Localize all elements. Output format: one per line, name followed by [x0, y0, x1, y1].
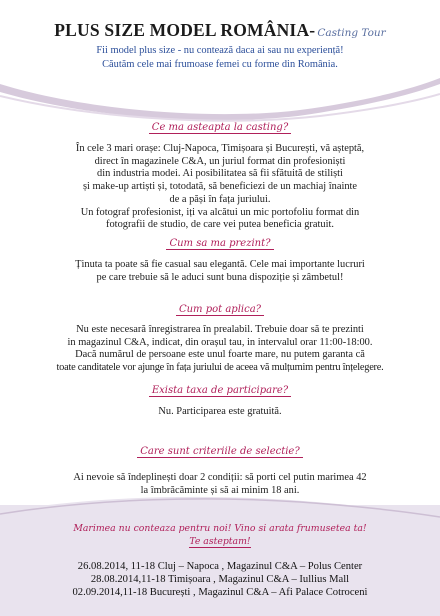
- slogan-line: Te asteptam!: [189, 536, 251, 547]
- text-line: Ținuta ta poate să fie casual sau elegantă. Cele mai importante lucruri: [75, 259, 365, 270]
- text-line: În cele 3 mari orașe: Cluj-Napoca, Timișoara și București, vă așteptă,: [75, 143, 365, 154]
- section-heading: Ce ma asteapta la casting?: [0, 122, 440, 133]
- text-line: Dacă numărul de persoane este unul foarte mare, nu putem garanta că: [75, 349, 365, 361]
- intro-line: Căutăm cele mai frumoase femei cu forme din România.: [102, 58, 338, 70]
- text-line: in magazinul C&A, indicat, din orașul tau, in intervalul orar 11:00-18:00.: [67, 336, 373, 348]
- section-paragraph: [22, 324, 418, 375]
- section-heading: Cum sa ma prezint?: [0, 238, 440, 249]
- section-paragraph: [22, 406, 418, 419]
- text-line: la îmbrăcăminte și să ai minim 18 ani.: [140, 484, 300, 496]
- title-subtitle-script: Casting Tour: [317, 27, 386, 39]
- page-title: PLUS SIZE MODEL ROMÂNIA-: [54, 20, 316, 40]
- section-heading: Care sunt criteriile de selectie?: [0, 446, 440, 457]
- section-paragraph: [22, 259, 418, 284]
- text-line: pe care trebuie să le aduci sunt buna dispoziție și zâmbetul!: [96, 271, 344, 283]
- text-line: Nu. Participarea este gratuită.: [158, 406, 282, 417]
- footer-slogan: [0, 522, 440, 548]
- text-line: din industria modei. Ai posibilitatea să fii sfătuită de stiliști: [97, 168, 343, 180]
- event-item: 28.08.2014,11-18 Timișoara , Magazinul C&A – Iullius Mall: [90, 574, 350, 586]
- event-item: 02.09.2014,11-18 București , Magazinul C&A – Afi Palace Cotroceni: [72, 587, 368, 599]
- text-line: Nu este necesară înregistrarea în prealabil. Trebuie doar să te prezinti: [76, 324, 364, 335]
- event-list: [0, 560, 440, 600]
- decorative-swoosh: [0, 0, 440, 130]
- text-line: toate canditatele vor ajunge în fața juriului de aceea vă mulțumim pentru înțelegere.: [56, 362, 384, 374]
- text-line: de a păși în fața juriului.: [169, 193, 271, 205]
- intro-line: Fii model plus size - nu contează daca ai sau nu experiență!: [96, 45, 344, 56]
- text-line: și make-up artiști și, totodată, să beneficiezi de un machiaj înainte: [82, 181, 358, 193]
- slogan-line: Marimea nu conteaza pentru noi! Vino si arata frumusetea ta!: [73, 523, 367, 534]
- event-item: 26.08.2014, 11-18 Cluj – Napoca , Magazinul C&A – Polus Center: [77, 561, 363, 572]
- text-line: Ai nevoie să îndeplinești doar 2 condiții: să porti cel putin marimea 42: [73, 472, 367, 483]
- section-heading: Cum pot aplica?: [0, 304, 440, 315]
- section-heading: Exista taxa de participare?: [0, 385, 440, 396]
- section-paragraph: [22, 143, 418, 232]
- text-line: Un fotograf profesionist, iți va alcătui un mic portofoliu format din: [80, 206, 360, 218]
- text-line: direct în magazinele C&A, un juriul format din profesioniști: [94, 155, 346, 167]
- text-line: fotografii de studio, de care vei putea beneficia gratuit.: [106, 219, 334, 231]
